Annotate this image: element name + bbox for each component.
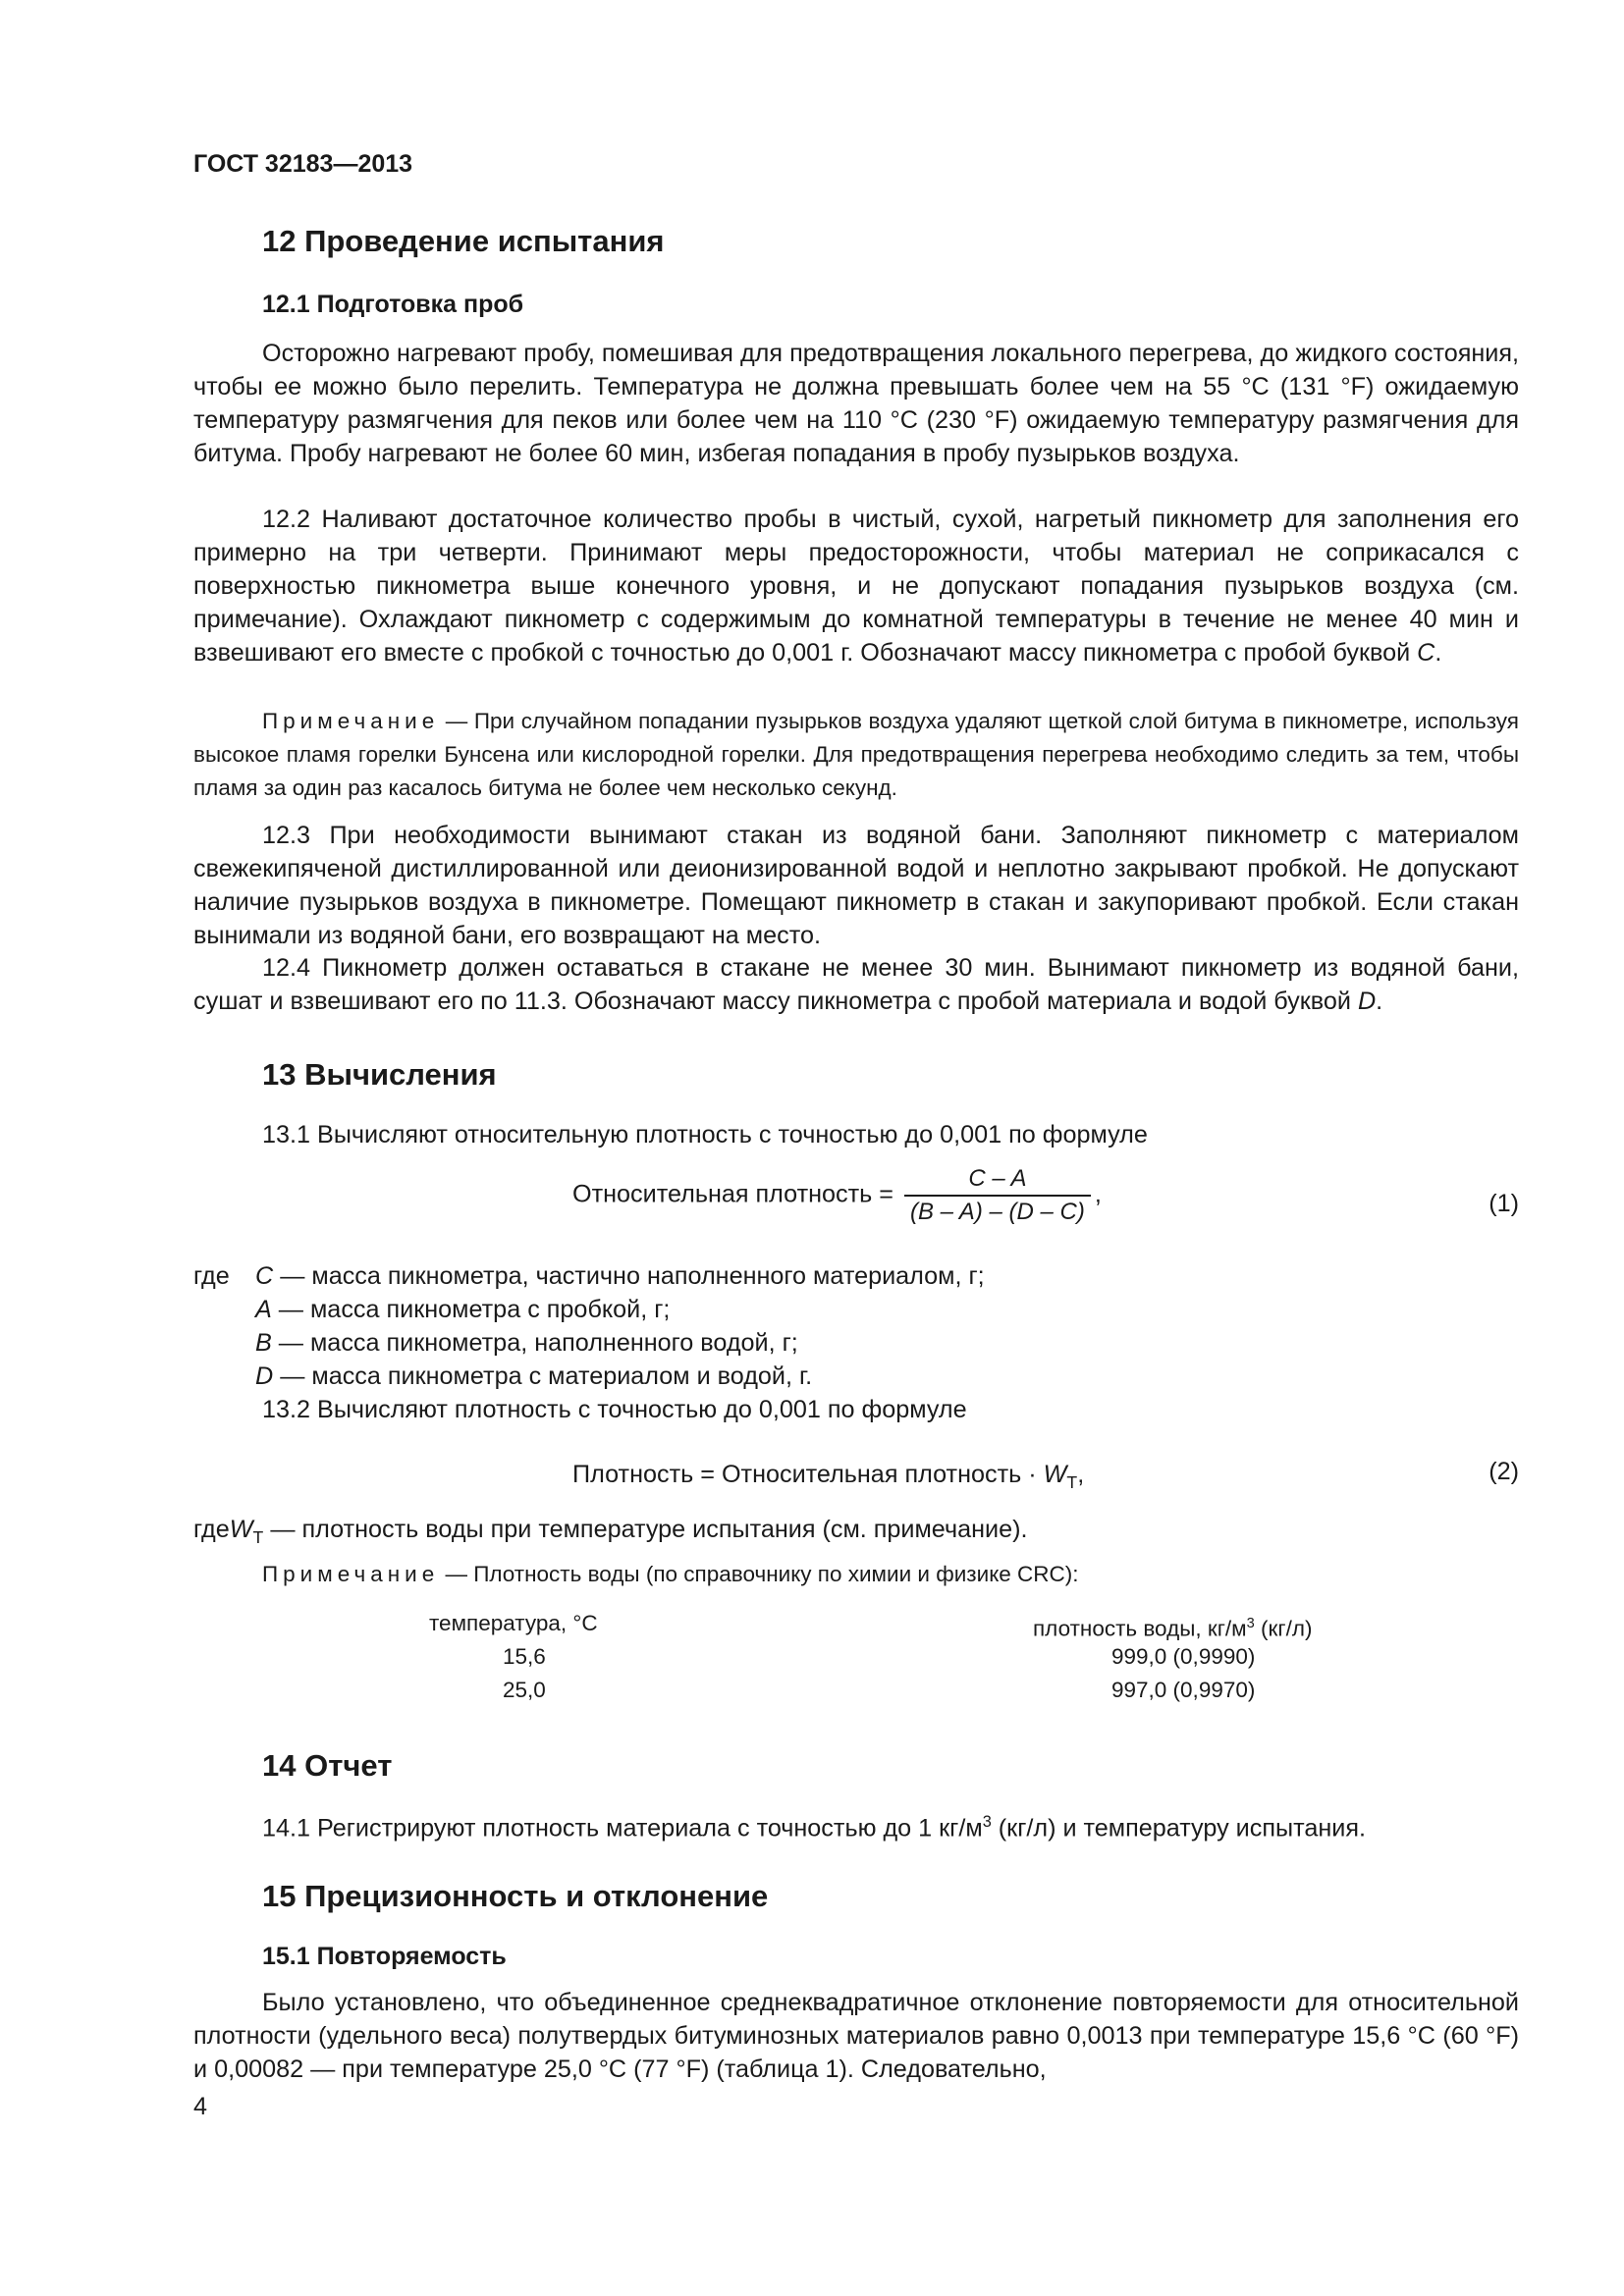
- where-label: где: [193, 1262, 230, 1290]
- paragraph-12-1: Осторожно нагревают пробу, помешивая для предотвращения локального перегрева, до жидкого состояния, чтобы ее можно было перелить. Температура не должна превышать более чем на 55 °С (131 °F) ожидаемую температуру размягчения для пеков или более чем на 110 °С (230 °F) ожидаемую температуру размягчения для битума. Пробу нагревают не более 60 мин, избегая попадания в пробу пузырьков воздуха.: [193, 340, 1519, 467]
- note-13: Примечание — Плотность воды (по справочнику по химии и физике CRC):: [262, 1562, 1079, 1586]
- definition-b: B — масса пикнометра, наполненного водой, г;: [255, 1329, 798, 1357]
- section-15-title: 15 Прецизионность и отклонение: [262, 1879, 769, 1913]
- water-density-header-temp: температура, °С: [429, 1611, 598, 1635]
- paragraph-12-4: 12.4 Пикнометр должен оставаться в стакане не менее 30 мин. Вынимают пикнометр из водяной бани, сушат и взвешивают его по 11.3. Обозначают массу пикнометра с пробой материала и водой буквой D.: [193, 954, 1519, 1015]
- definition-d: D — масса пикнометра с материалом и водой, г.: [255, 1362, 813, 1390]
- equation-2-number: (2): [1489, 1458, 1519, 1485]
- subsection-12-1-title: 12.1 Подготовка проб: [262, 291, 524, 318]
- section-12-title: 12 Проведение испытания: [262, 224, 665, 258]
- paragraph-13-1: 13.1 Вычисляют относительную плотность с точностью до 0,001 по формуле: [262, 1121, 1148, 1148]
- table-row-temp: 25,0: [503, 1678, 546, 1702]
- page-number: 4: [193, 2093, 208, 2120]
- paragraph-13-2: 13.2 Вычисляют плотность с точностью до 0,001 по формуле: [262, 1396, 967, 1423]
- definition-a: A — масса пикнометра с пробкой, г;: [255, 1296, 671, 1323]
- paragraph-12-2: 12.2 Наливают достаточное количество пробы в чистый, сухой, нагретый пикнометр для заполнения его примерно на три четверти. Принимают меры предосторожности, чтобы материал не соприкасался с поверхностью пикнометра выше конечного уровня, и не допускают попадания пузырьков воздуха (см. примечание). Охлаждают пикнометр с содержимым до комнатной температуры в течение не менее 40 мин и взвешивают его вместе с пробкой с точностью до 0,001 г. Обозначают массу пикнометра с пробой буквой С.: [193, 506, 1519, 667]
- section-13-title: 13 Вычисления: [262, 1057, 497, 1092]
- equation-1-denominator: (B – A) – (D – C): [904, 1195, 1091, 1226]
- equation-2: Плотность = Относительная плотность · $W_T$,: [572, 1461, 1085, 1493]
- subsection-15-1-title: 15.1 Повторяемость: [262, 1943, 507, 1970]
- section-14-title: 14 Отчет: [262, 1748, 393, 1783]
- equation-1-number: (1): [1489, 1190, 1519, 1217]
- note-label: Примечание: [262, 1562, 440, 1586]
- note-label: Примечание: [262, 709, 440, 733]
- equation-1-numerator: C – A: [968, 1165, 1027, 1192]
- equation-1-fraction: [904, 1165, 1091, 1226]
- paragraph-15-1: Было установлено, что объединенное среднеквадратичное отклонение повторяемости для относительной плотности (удельного веса) полутвердых битуминозных материалов равно 0,0013 при температуре 15,6 °С (60 °F) и 0,00082 — при температуре 25,0 °С (77 °F) (таблица 1). Следовательно,: [193, 1989, 1519, 2083]
- water-density-header-density: плотность воды, $кг/м^3$ (кг/л): [1033, 1616, 1313, 1641]
- table-row-density: 999,0 (0,9990): [1111, 1644, 1256, 1669]
- note-12-2: Примечание — При случайном попадании пузырьков воздуха удаляют щеткой слой битума в пикнометре, используя высокое пламя горелки Бунсена или кислородной горелки. Для предотвращения перегрева необходимо следить за тем, чтобы пламя за один раз касалось битума не более чем несколько секунд.: [193, 709, 1519, 800]
- table-row-density: 997,0 (0,9970): [1111, 1678, 1256, 1702]
- paragraph-14-1: 14.1 Регистрируют плотность материала с точностью до 1 $кг/м^3$ (кг/л) и температуру испытания.: [262, 1813, 1366, 1842]
- standard-code: ГОСТ 32183—2013: [193, 150, 413, 178]
- equation-1: Относительная плотность = $\frac{C - A}{(B - A) - (D - C)}$ ,: [572, 1165, 1102, 1225]
- paragraph-12-3: 12.3 При необходимости вынимают стакан из водяной бани. Заполняют пикнометр с материалом свежекипяченой дистиллированной или деионизированной водой и неплотно закрывают пробкой. Не допускают наличие пузырьков воздуха в пикнометре. Помещают пикнометр в стакан и закупоривают пробкой. Если стакан вынимали из водяной бани, его возвращают на место.: [193, 822, 1519, 949]
- where-wt-definition: гдеW$_T$ — плотность воды при температуре испытания (см. примечание).: [193, 1516, 1028, 1548]
- definition-c: C — масса пикнометра, частично наполненного материалом, г;: [255, 1262, 985, 1290]
- table-row-temp: 15,6: [503, 1644, 546, 1669]
